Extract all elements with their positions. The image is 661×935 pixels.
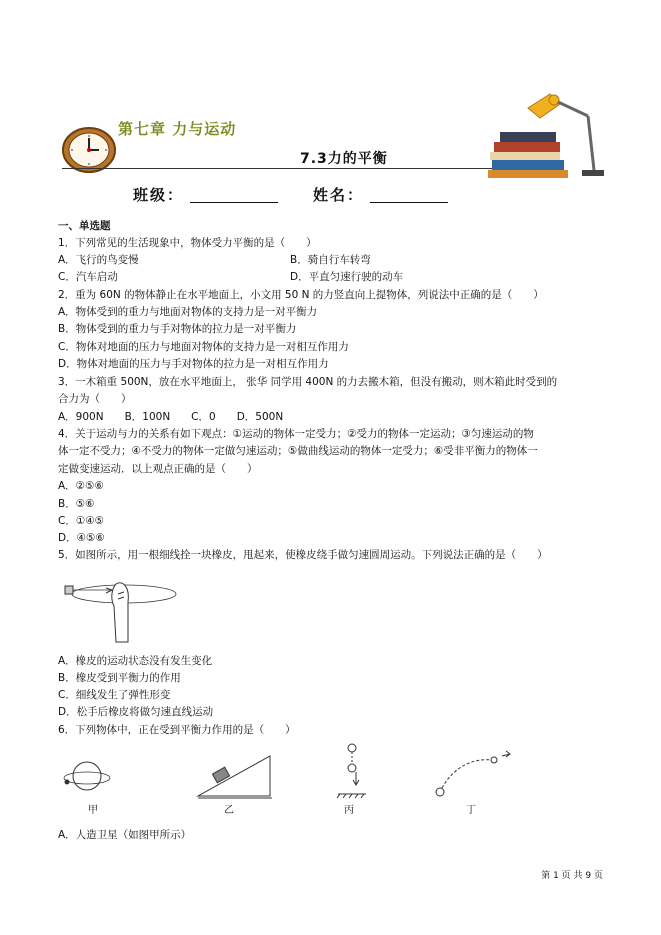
q5-option-d: D．松手后橡皮将做匀速直线运动 [58,706,214,718]
chapter-title: 第七章 力与运动 [118,120,237,138]
q6-stem: 6．下列物体中，正在受到平衡力作用的是（ ） [58,724,296,736]
q6-fig-label-jia: 甲 [88,805,98,816]
q3-options: A．900N B．100N C．0 D．500N [58,411,284,423]
q6-option-a: A．人造卫星（如图甲所示） [58,829,192,841]
q6-fig-label-ding: 丁 [466,805,476,816]
q3-stem-line2: 合力为（ ） [58,393,132,405]
q4-stem-line2: 体一定不受力；④不受力的物体一定做匀速运动；⑤做曲线运动的物体一定受力；⑥受非平衡力的物体一 [58,445,538,457]
q5-stem: 5．如图所示，用一根细线拴一块橡皮，甩起来，使橡皮绕手做匀速圆周运动。下列说法正确的是（ ） [58,549,548,561]
q5-option-b: B．橡皮受到平衡力的作用 [58,672,181,684]
books-lamp-icon [488,86,608,182]
q6-projectile-figure [430,748,514,800]
q5-option-a: A．橡皮的运动状态没有发生变化 [58,655,213,667]
q1-stem: 1．下列常见的生活现象中，物体受力平衡的是（ ） [58,237,317,249]
q6-fig-label-bing: 丙 [344,805,354,816]
q2-option-d: D．物体对地面的压力与手对物体的拉力是一对相互作用力 [58,358,329,370]
q6-fig-label-yi: 乙 [224,805,234,816]
q2-option-a: A．物体受到的重力与地面对物体的支持力是一对平衡力 [58,306,318,318]
q2-option-c: C．物体对地面的压力与地面对物体的支持力是一对相互作用力 [58,341,349,353]
q6-falling-ball-figure [334,742,370,800]
q1-option-a: A．飞行的鸟变慢 [58,254,139,266]
q2-option-b: B．物体受到的重力与手对物体的拉力是一对平衡力 [58,323,297,335]
class-label: 班级： [133,186,185,204]
q5-option-c: C．细线发生了弹性形变 [58,689,171,701]
class-input-line[interactable] [190,202,278,203]
name-label: 姓名： [313,186,365,204]
q4-stem-line3: 定做变速运动．以上观点正确的是（ ） [58,463,258,475]
q3-stem-line1: 3．一木箱重 500N，放在水平地面上， 张华 同学用 400N 的力去搬木箱，但没有搬动，则木箱此时受到的 [58,376,558,388]
q4-option-b: B．⑤⑥ [58,498,95,510]
page-number: 第 1 页 共 9 页 [541,871,603,881]
q5-eraser-figure [62,572,180,644]
clock-icon [58,124,120,174]
section-heading: 一、单选题 [58,220,111,232]
name-input-line[interactable] [370,202,448,203]
q1-option-c: C．汽车启动 [58,271,118,283]
q1-option-d: D．平直匀速行驶的动车 [290,271,404,283]
q4-option-d: D．④⑤⑥ [58,532,105,544]
header-divider [62,168,492,169]
q1-option-b: B．骑自行车转弯 [290,254,371,266]
q6-satellite-figure [62,760,112,798]
section-title: 7.3力的平衡 [300,151,388,167]
q4-option-c: C．①④⑤ [58,515,105,527]
q2-stem: 2．重为 60N 的物体静止在水平地面上，小文用 50 N 的力竖直向上提物体，列说法中正确的是（ ） [58,289,544,301]
q4-stem-line1: 4．关于运动与力的关系有如下观点：①运动的物体一定受力；②受力的物体一定运动；③匀速运动的物 [58,428,534,440]
q6-incline-figure [196,752,274,800]
q4-option-a: A．②⑤⑥ [58,480,104,492]
